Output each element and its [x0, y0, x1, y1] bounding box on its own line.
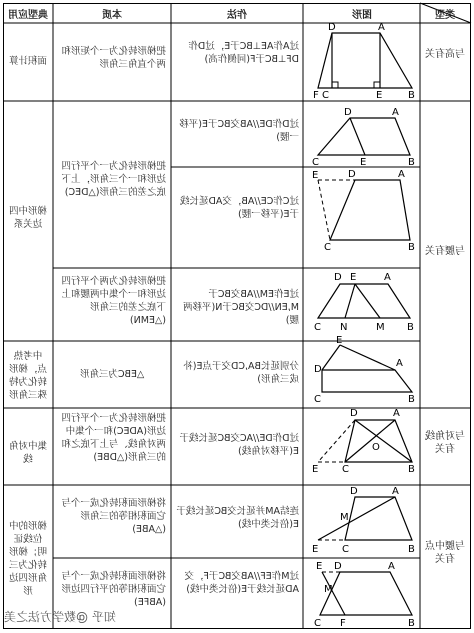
- label: A: [388, 561, 395, 572]
- label: F: [313, 90, 319, 101]
- figure-row-3: [312, 169, 415, 253]
- label: A: [396, 358, 403, 369]
- header-method: 作法: [227, 10, 247, 21]
- label: C: [314, 394, 321, 405]
- label: B: [408, 242, 415, 253]
- label: E: [336, 335, 343, 346]
- label: M: [324, 584, 333, 595]
- label: B: [408, 618, 415, 629]
- label: E: [312, 544, 319, 555]
- label: C: [314, 322, 321, 333]
- method-row-8: 过M作EF//AB交BC于F，交AD延长线于E(倍长类中线): [184, 571, 299, 595]
- summary-row-1: 面积计算: [8, 56, 47, 67]
- figure-row-5: [314, 335, 415, 405]
- label: A: [392, 486, 399, 497]
- category-waist: 与腰有关: [425, 246, 465, 257]
- label: C: [312, 157, 319, 168]
- essence-row-7: 将梯形面积转化成一个与它面积相等的三角形(△ABE): [61, 498, 166, 535]
- figure-row-6: [312, 408, 415, 475]
- label: E: [316, 561, 323, 572]
- label: E: [360, 157, 367, 168]
- method-row-7: 连结AM并延长交BC延长线于E(倍长类中线): [176, 506, 299, 530]
- label: C: [342, 544, 349, 555]
- essence-row-5: △EBC为三角形: [79, 369, 145, 380]
- label: D: [334, 272, 342, 283]
- method-row-6: 过D作DE//AC交BC延长线于E(平移对角线): [179, 433, 299, 457]
- label: E: [312, 464, 319, 475]
- summary-row-5: 中考热点，梯形转化为特殊三角形: [9, 351, 48, 401]
- method-row-5: 分别延长BA,CD交于点E(补成三角形): [183, 361, 299, 385]
- figure-row-4: [314, 272, 414, 333]
- figure-row-2: [312, 107, 415, 168]
- label: E: [312, 170, 319, 181]
- summary-row-7: 梯形的中位线证明；梯形转化为三角形四边形: [9, 521, 48, 597]
- label: F: [340, 618, 346, 629]
- figure-row-7: [312, 486, 415, 555]
- watermark: 知乎 @数学方法之美: [4, 610, 116, 624]
- header-summary: 典型应用: [8, 10, 48, 21]
- label: A: [378, 22, 385, 33]
- label: C: [342, 464, 349, 475]
- label: B: [408, 394, 415, 405]
- header-essence: 本质: [102, 10, 122, 21]
- figure-row-8: [314, 561, 415, 629]
- label: D: [350, 408, 358, 419]
- label: D: [348, 169, 356, 180]
- label: E: [376, 90, 383, 101]
- label: B: [408, 90, 415, 101]
- essence-row-6: 把梯形转化为一个平行四边形(ADEC)和一个集中两对角线、与上下底之和的三角形(△DBE): [61, 413, 166, 463]
- method-row-2: 过D作DE//AB交BC于E(平移一腰): [179, 119, 299, 143]
- label: A: [384, 272, 391, 283]
- essence-row-1: 把梯形转化为一个矩形和两个直角三角形: [61, 46, 166, 70]
- essence-row-8: 将梯形面积转化成一个与它面积相等的平行四边形(ABFE): [61, 571, 166, 608]
- label: B: [408, 544, 415, 555]
- label: O: [372, 442, 380, 453]
- label: N: [340, 322, 348, 333]
- label: E: [350, 272, 357, 283]
- essence-row-4: 把梯形转化为两个平行四边形和一个集中两腰和上下底之差的三角形(△EMN): [61, 276, 166, 326]
- label: D: [344, 107, 352, 118]
- label: M: [376, 322, 385, 333]
- header-figure: 图形: [351, 10, 372, 21]
- label: C: [324, 242, 331, 253]
- label: A: [393, 408, 400, 419]
- label: A: [392, 107, 399, 118]
- label: M: [340, 512, 349, 523]
- label: A: [398, 169, 405, 180]
- label: B: [408, 464, 415, 475]
- summary-row-6: 集中对角线: [9, 441, 48, 465]
- method-row-4: 过E作EM//AB交BC于M,EN//DC交BC于N(平移两腰): [183, 289, 299, 326]
- method-row-1: 过A作AE⊥BC于E，过D作DF⊥BC于F(同侧作高): [188, 41, 299, 65]
- header-category: 类型: [435, 10, 455, 21]
- label: C: [314, 618, 321, 629]
- label: B: [408, 157, 415, 168]
- label: D: [334, 561, 342, 572]
- label: D: [328, 22, 336, 33]
- category-diagonal: 与对角线有关: [425, 431, 465, 455]
- label: D: [314, 364, 322, 375]
- category-midpoint: 与腰中点有关: [425, 541, 465, 565]
- essence-row-2: 把梯形转化为一个平行四边形和一个三角形，上下底之差的三角形(△DEC): [61, 161, 166, 198]
- summary-row-2: 梯形中四边关系: [9, 206, 48, 230]
- label: B: [407, 322, 414, 333]
- category-height: 与高有关: [425, 49, 465, 60]
- figure-row-1: [313, 22, 415, 101]
- method-row-3: 过C作CE//AB，交AD延长线于E(平移一腰): [179, 196, 299, 220]
- label: D: [350, 486, 358, 497]
- label: C: [322, 90, 329, 101]
